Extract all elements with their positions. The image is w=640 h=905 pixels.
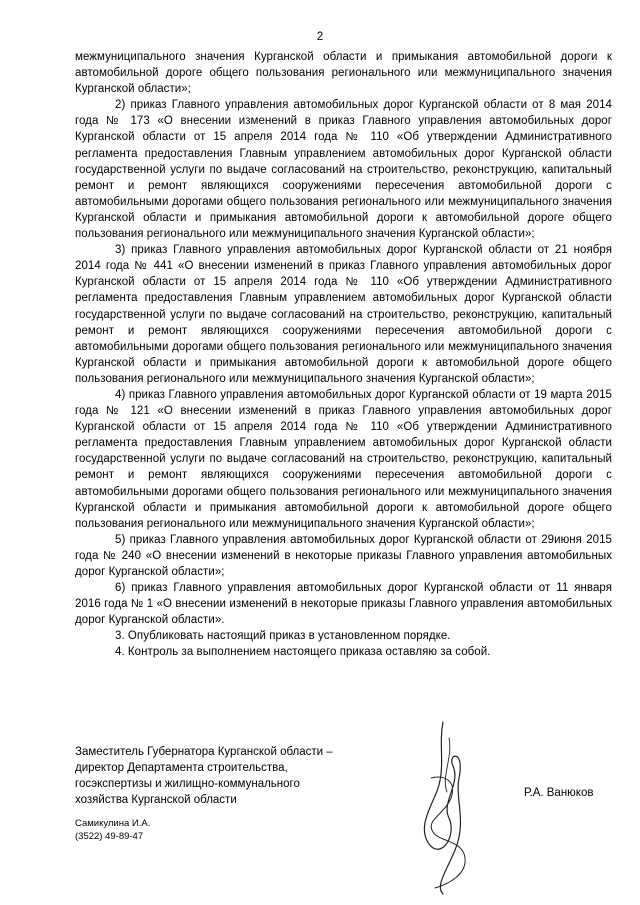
document-body (75, 49, 612, 661)
page-number: 2 (316, 31, 324, 43)
executor-phone: (3522) 49-89-47 (75, 831, 144, 842)
paragraph-clause-3: 3. Опубликовать настоящий приказ в установленном порядке. (115, 630, 451, 643)
paragraph-item-2: 2) приказ Главного управления автомобильных дорог Курганской области от 8 мая 2014 года № 173 «О внесении изменений в приказ Главного управления автомобильных дорог Курганской области от 15 апреля 2014 года № 110 «Об утверждении Административного регламента предоставления Главным управлением автомобильных дорог Курганской области государственной услуги по выдаче согласований на строительство, реконструкцию, капитальный ремонт и ремонт являющихся сооружениями пересечения автомобильной дороги с автомобильными дорогами общего пользования регионального или межмуниципального значения Курганской области и примыкания автомобильной дороги к автомобильной дороге общего пользования регионального или межмуниципального значения Курганской области»; (75, 99, 612, 241)
paragraph-item-4: 4) приказ Главного управления автомобильных дорог Курганской области от 19 марта 2015 года № 121 «О внесении изменений в приказ Главного управления автомобильных дорог Курганской области от 15 апреля 2014 года № 110 «Об утверждении Административного регламента предоставления Главным управлением автомобильных дорог Курганской области государственной услуги по выдаче согласований на строительство, реконструкцию, капитальный ремонт и ремонт являющихся сооружениями пересечения автомобильной дороги с автомобильными дорогами общего пользования регионального или межмуниципального значения Курганской области и примыкания автомобильной дороги к автомобильной дороге общего пользования регионального или межмуниципального значения Курганской области»; (75, 388, 612, 530)
paragraph-continuation: межмуниципального значения Курганской области и примыкания автомобильной дороги к автомобильной дороге общего пользования регионального или межмуниципального значения Курганской области»; (75, 51, 612, 96)
position-line: хозяйства Курганской области (75, 794, 237, 807)
executor-name: Самикулина И.А. (75, 818, 151, 829)
paragraph-item-5: 5) приказ Главного управления автомобильных дорог Курганской области от 29июня 2015 года № 240 «О внесении изменений в некоторые приказы Главного управления автомобильных дорог Курганской области»; (75, 533, 612, 578)
signatory-position (75, 744, 375, 808)
paragraph-item-6: 6) приказ Главного управления автомобильных дорог Курганской области от 11 января 2016 года № 1 «О внесении изменений в некоторые приказы Главного управления автомобильных дорог Курганской области». (75, 582, 612, 627)
executor-info (75, 817, 150, 843)
position-line: госэкспертизы и жилищно-коммунального (75, 778, 300, 791)
position-line: Заместитель Губернатора Курганской области – (75, 746, 333, 758)
handwritten-signature (405, 718, 485, 898)
paragraph-clause-4: 4. Контроль за выполнением настоящего приказа оставляю за собой. (115, 646, 491, 659)
signer-name: Р.А. Ванюков (524, 787, 594, 799)
paragraph-item-3: 3) приказ Главного управления автомобильных дорог Курганской области от 21 ноября 2014 года № 441 «О внесении изменений в приказ Главного управления автомобильных дорог Курганской области от 15 апреля 2014 года № 110 «Об утверждении Административного регламента предоставления Главным управлением автомобильных дорог Курганской области государственной услуги по выдаче согласований на строительство, реконструкцию, капитальный ремонт и ремонт являющихся сооружениями пересечения автомобильной дороги с автомобильными дорогами общего пользования регионального или межмуниципального значения Курганской области и примыкания автомобильной дороги к автомобильной дороге общего пользования регионального или межмуниципального значения Курганской области»; (75, 244, 612, 385)
position-line: директор Департамента строительства, (75, 762, 288, 775)
